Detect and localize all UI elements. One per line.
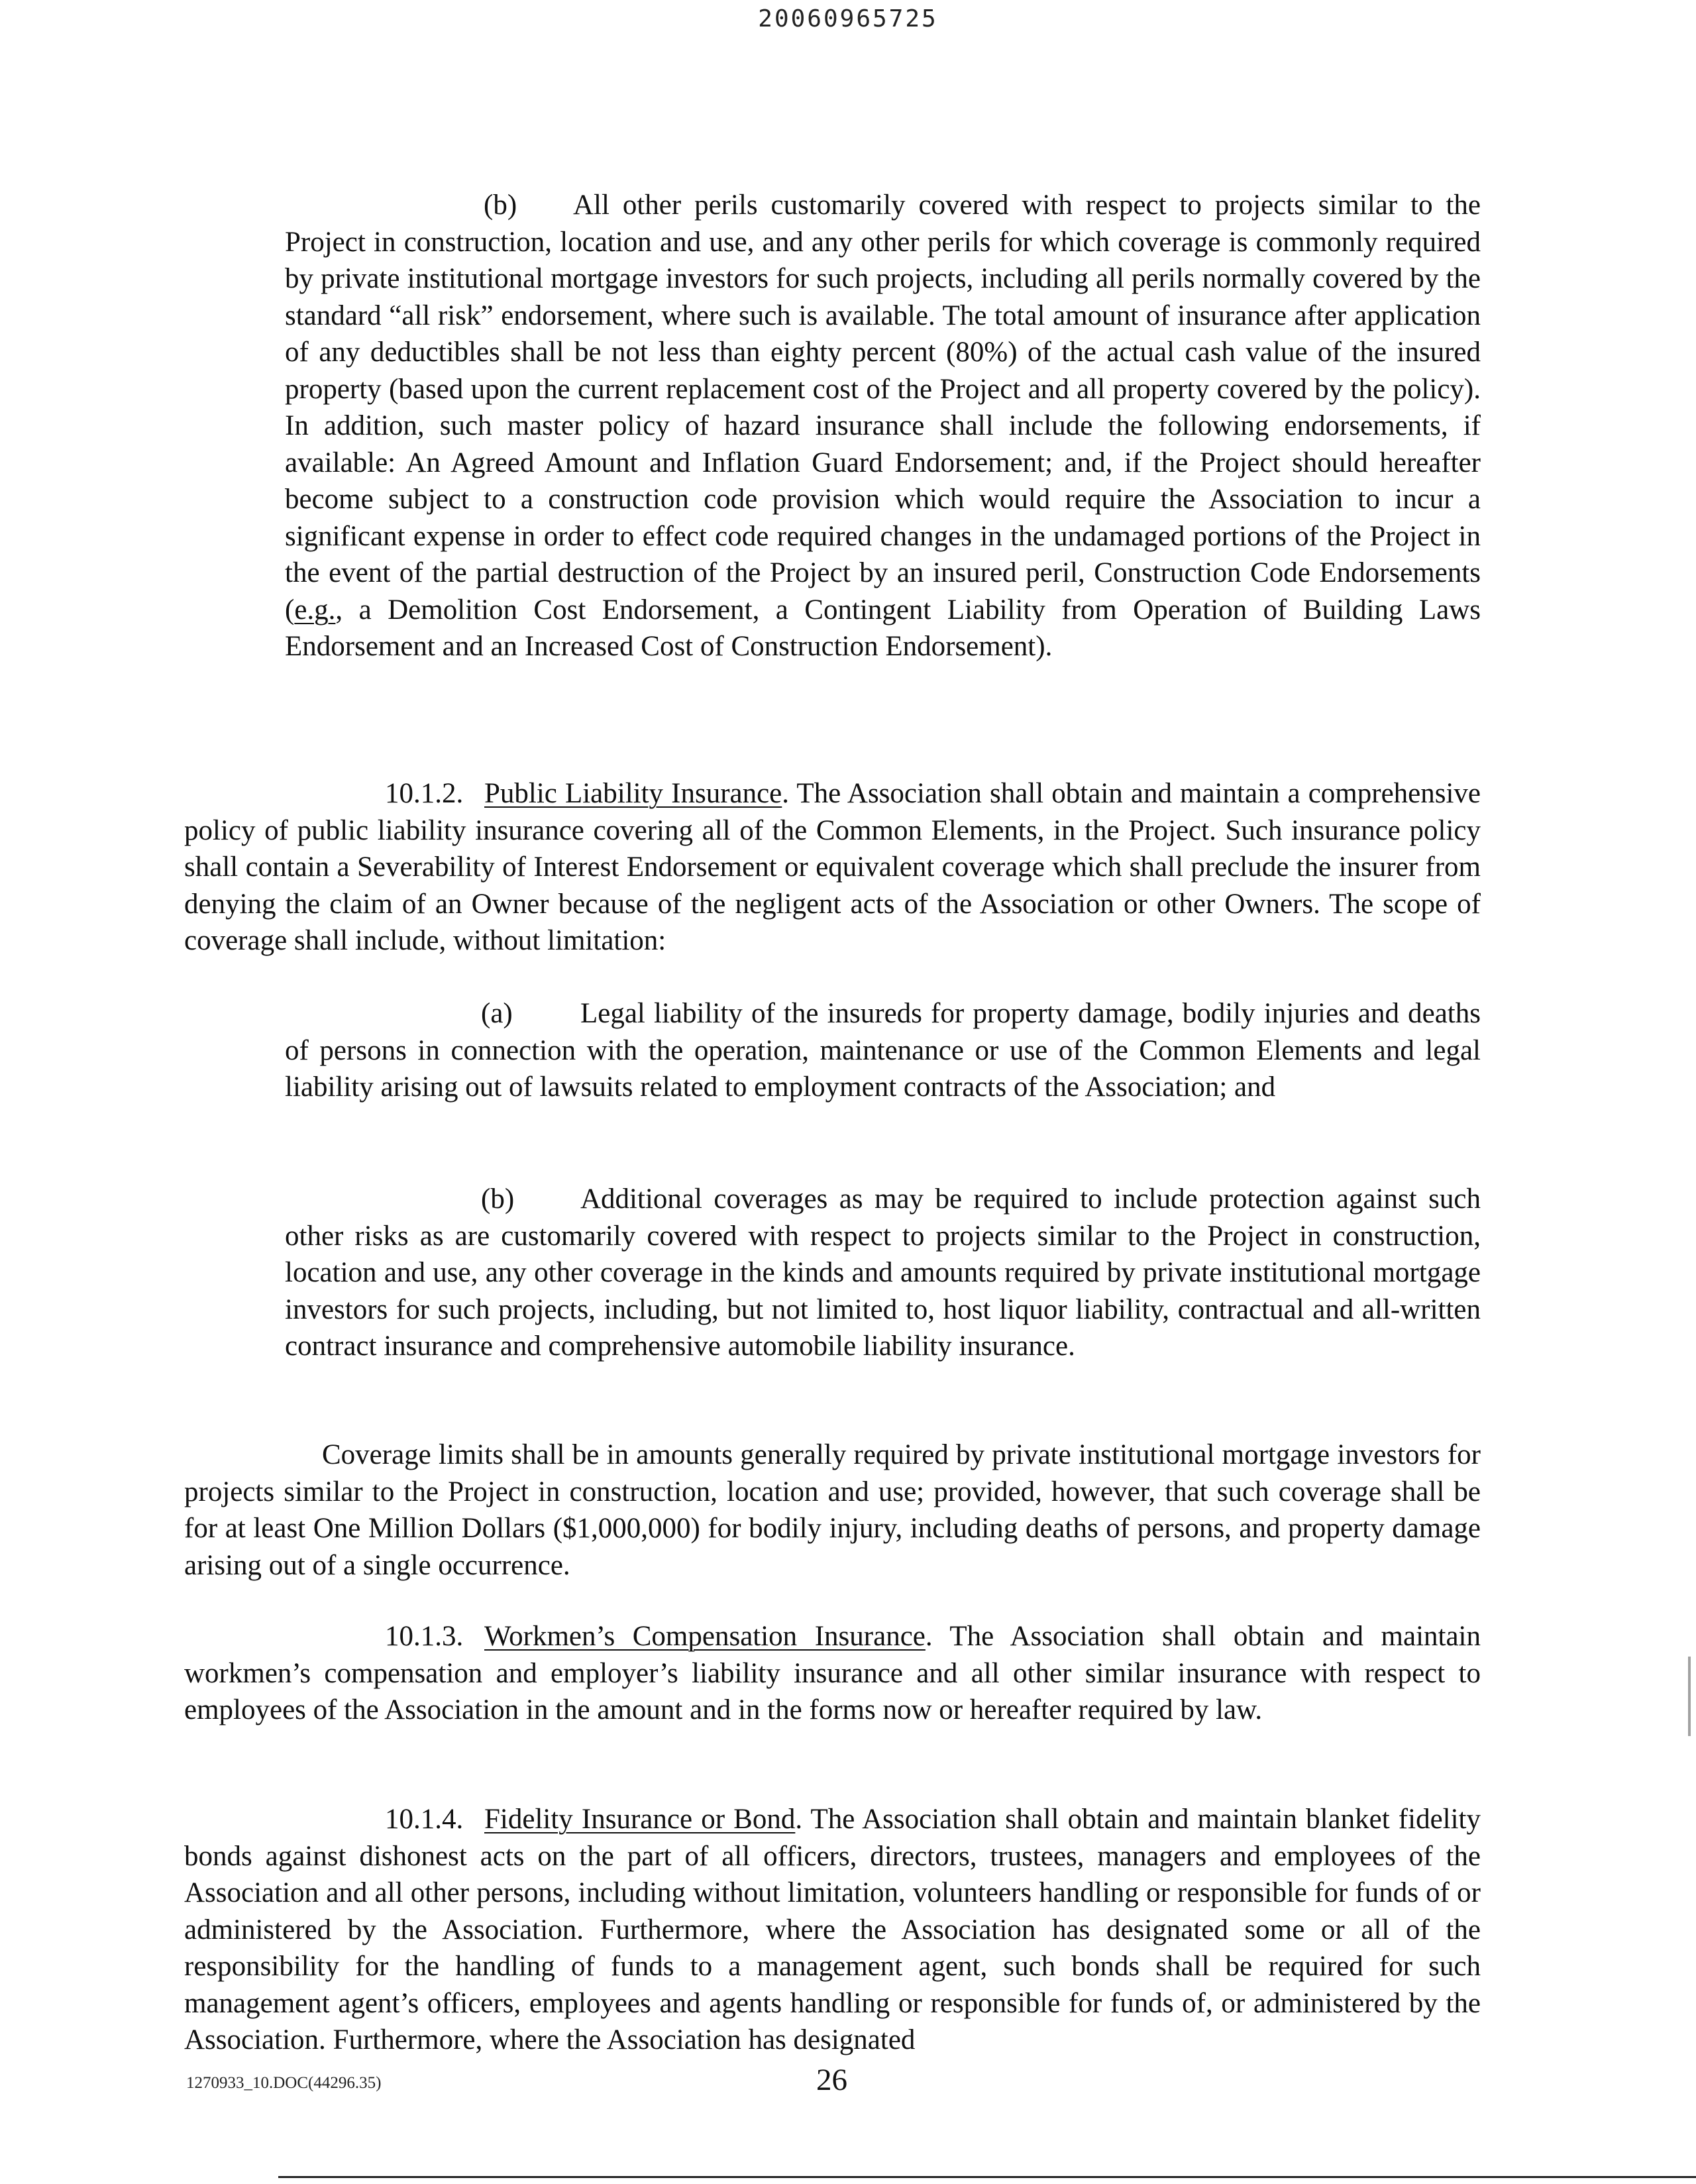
item-label: (a)	[481, 998, 513, 1029]
paragraph-text: Legal liability of the insureds for property damage, bodily injuries and deaths of persons in connection with the operation, maintenance or use of the Common Elements and legal liability arising out of lawsuits related to employment contracts of the Association; and	[285, 998, 1481, 1103]
eg-abbreviation: e.g.	[294, 594, 336, 626]
item-label: (b)	[484, 190, 517, 221]
paragraph-text: All other perils customarily covered with respect to projects similar to the Project in construction, location and use, and any other perils for which coverage is commonly required by private institutional mortgage investors for such projects, including all perils normally covered by the standard “all risk” endorsement, where such is available. The total amount of insurance after application of any deductibles shall be not less than eighty percent (80%) of the actual cash value of the insured property (based upon the current replacement cost of the Project and all property covered by the policy). In addition, such master policy of hazard insurance shall include the following endorsements, if available: An Agreed Amount and Inflation Guard Endorsement; and, if the Project should hereafter become subject to a construction code provision which would require the Association to incur a significant expense in order to effect code required changes in the undamaged portions of the Project in the event of the partial destruction of the Project by an insured peril, Construction Code Endorsements (	[285, 190, 1481, 626]
section-10-1-2	[184, 775, 1481, 959]
section-text: . The Association shall obtain and maintain blanket fidelity bonds against dishonest acts on the part of all officers, directors, trustees, managers and employees of the Association and all other persons, including without limitation, volunteers handling or responsible for funds of or administered by the Association. Furthermore, where the Association has designated some or all of the responsibility for the handling of funds to a management agent, such bonds shall be required for such management agent’s officers, employees and agents handling or responsible for funds of, or administered by the Association. Furthermore, where the Association has designated	[184, 1804, 1481, 2055]
section-number: 10.1.4.	[385, 1804, 464, 1835]
footer-file-reference: 1270933_10.DOC(44296.35)	[186, 2074, 382, 2092]
item-label: (b)	[481, 1183, 515, 1215]
paragraph-coverage-limits	[184, 1437, 1481, 1584]
paragraph-a-legal-liability	[285, 995, 1481, 1106]
section-text: . The Association shall obtain and maintain a comprehensive policy of public liability insurance covering all of the Common Elements, in the Project. Such insurance policy shall contain a Severability of Interest Endorsement or equivalent coverage which shall preclude the insurer from denying the claim of an Owner because of the negligent acts of the Association or other Owners. The scope of coverage shall include, without limitation:	[184, 778, 1481, 956]
paragraph-b-additional-coverages	[285, 1181, 1481, 1365]
paragraph-text: Coverage limits shall be in amounts generally required by private institutional mortgage investors for projects similar to the Project in construction, location and use; provided, however, that such coverage shall be for at least One Million Dollars ($1,000,000) for bodily injury, including deaths of persons, and property damage arising out of a single occurrence.	[184, 1439, 1481, 1581]
scan-edge-mark	[1688, 1657, 1691, 1736]
paragraph-text-end: , a Demolition Cost Endorsement, a Contingent Liability from Operation of Building Laws Endorsement and an Increased Cost of Construction Endorsement).	[285, 594, 1481, 662]
section-heading: Workmen’s Compensation Insurance	[484, 1621, 926, 1652]
section-number: 10.1.3.	[385, 1621, 464, 1652]
section-heading: Fidelity Insurance or Bond	[484, 1804, 796, 1835]
bottom-rule	[278, 2176, 1696, 2178]
document-number: 20060965725	[758, 5, 938, 32]
section-10-1-3	[184, 1618, 1481, 1729]
section-text: . The Association shall obtain and maintain workmen’s compensation and employer’s liability insurance and all other similar insurance with respect to employees of the Association in the amount and in the forms now or hereafter required by law.	[184, 1621, 1481, 1725]
paragraph-text: Additional coverages as may be required to include protection against such other risks as are customarily covered with respect to projects similar to the Project in construction, location and use, any other coverage in the kinds and amounts required by private institutional mortgage investors for such projects, including, but not limited to, host liquor liability, contractual and all-written contract insurance and comprehensive automobile liability insurance.	[285, 1183, 1481, 1362]
section-number: 10.1.2.	[385, 778, 464, 809]
page-number: 26	[816, 2063, 847, 2097]
section-heading: Public Liability Insurance	[484, 778, 782, 809]
section-10-1-4	[184, 1801, 1481, 2059]
paragraph-b-other-perils	[285, 187, 1481, 665]
